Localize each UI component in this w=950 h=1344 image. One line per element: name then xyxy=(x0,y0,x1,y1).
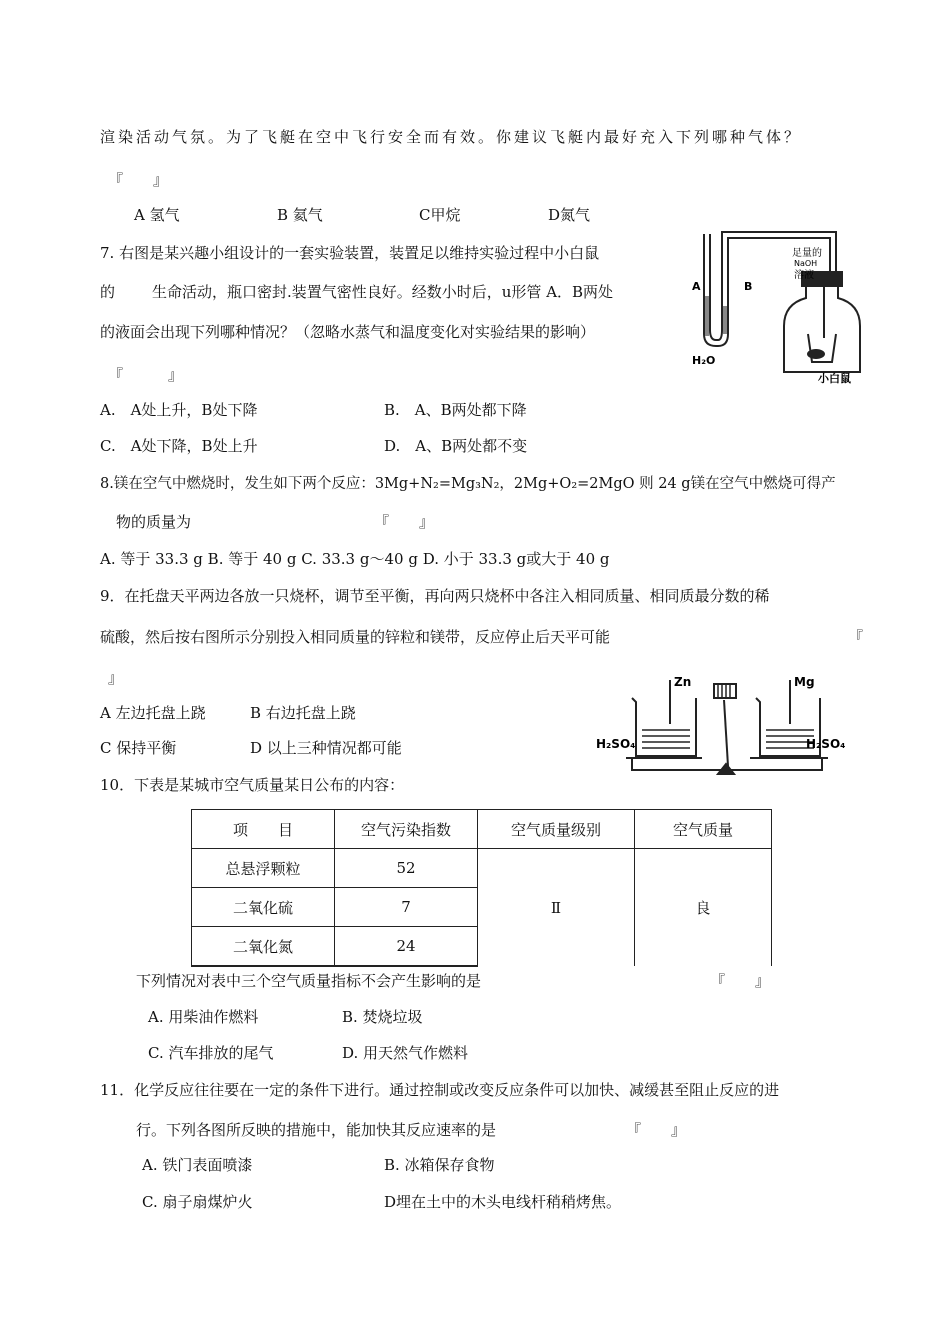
table-header-item: 项 目 xyxy=(192,810,335,849)
q6-option-b: B 氦气 xyxy=(277,206,323,224)
q10-line1: 10．下表是某城市空气质量某日公布的内容： xyxy=(100,776,405,794)
q11-option-c: C. 扇子扇煤炉火 xyxy=(142,1193,253,1211)
q6-line1: 渲染活动气氛。为了飞艇在空中飞行安全而有效。你建议飞艇内最好充入下列哪种气体？ xyxy=(100,128,803,146)
q7-line3: 的液面会出现下列哪种情况？（忽略水蒸气和温度变化对实验结果的影响） xyxy=(100,323,596,341)
table-header-quality: 空气质量 xyxy=(635,810,772,849)
q11-option-d: D埋在土中的木头电线杆稍稍烤焦。 xyxy=(384,1193,622,1211)
q9-option-b: B 右边托盘上跷 xyxy=(250,704,356,722)
q8-line2: 物的质量为 xyxy=(116,513,192,531)
q6-bracket: 『 』 xyxy=(108,171,169,189)
q6-option-d: D氮气 xyxy=(548,206,591,224)
q9-fig-label-zn: Zn xyxy=(674,675,692,689)
q11-option-a: A. 铁门表面喷漆 xyxy=(142,1156,253,1174)
q7-option-d: D. A、B两处都不变 xyxy=(384,437,528,455)
table-row xyxy=(192,849,772,888)
q7-option-b: B. A、B两处都下降 xyxy=(384,401,527,419)
q9-option-d: D 以上三种情况都可能 xyxy=(250,739,402,757)
q6-option-c: C甲烷 xyxy=(419,206,461,224)
q9-line1: 9．在托盘天平两边各放一只烧杯，调节至平衡，再向两只烧杯中各注入相同质量、相同质最分数的稀 xyxy=(100,587,770,605)
table-cell-item: 二氧化氮 xyxy=(192,927,335,967)
q7-apparatus-figure xyxy=(688,226,868,384)
q11-line1: 11．化学反应往往要在一定的条件下进行。通过控制或改变反应条件可以加快、减缓甚至阻止反应的进 xyxy=(100,1081,780,1099)
q11-option-b: B. 冰箱保存食物 xyxy=(384,1156,495,1174)
q9-bracket-open: 『 xyxy=(848,628,864,646)
q10-option-a: A. 用柴油作燃料 xyxy=(148,1008,259,1026)
q7-option-a: A. A处上升，B处下降 xyxy=(100,401,258,419)
q9-fig-label-acid-right: H₂SO₄ xyxy=(806,737,846,751)
q9-fig-label-acid-left: H₂SO₄ xyxy=(596,737,636,751)
q7-fig-naoh-line1: 足量的 xyxy=(792,248,822,259)
q7-option-c: C. A处下降，B处上升 xyxy=(100,437,258,455)
table-header-index: 空气污染指数 xyxy=(335,810,478,849)
q7-fig-naoh-line3: 溶液 xyxy=(794,270,814,281)
q8-options: A. 等于 33.3 g B. 等于 40 g C. 33.3 g～40 g D. 小于 33.3 g或大于 40 g xyxy=(100,550,610,568)
q7-line2-start: 的 xyxy=(100,283,116,301)
table-cell-index: 7 xyxy=(335,888,478,927)
q7-fig-naoh-line2: NaOH xyxy=(794,259,818,268)
table-cell-quality: 良 xyxy=(635,849,772,967)
q9-option-c: C 保持平衡 xyxy=(100,739,177,757)
q6-option-a: A 氢气 xyxy=(134,206,180,224)
q7-line2: 生命活动，瓶口密封.装置气密性良好。经数小时后，u形管 A．B两处 xyxy=(152,283,614,301)
q7-fig-label-a: A xyxy=(692,280,701,293)
q10-bracket: 『 』 xyxy=(710,972,771,990)
q9-balance-figure xyxy=(596,670,854,782)
q9-fig-label-mg: Mg xyxy=(794,675,815,689)
table-cell-index: 52 xyxy=(335,849,478,888)
air-quality-table xyxy=(191,809,772,967)
q7-fig-label-mouse: 小白鼠 xyxy=(818,372,851,384)
table-header-level: 空气质量级别 xyxy=(478,810,635,849)
q11-line2: 行。下列各图所反映的措施中，能加快其反应速率的是 xyxy=(136,1121,497,1139)
q7-line1: 7. 右图是某兴趣小组设计的一套实验装置，装置足以维持实验过程中小白鼠 xyxy=(100,244,600,262)
q9-line2: 硫酸，然后按右图所示分别投入相同质量的锌粒和镁带，反应停止后天平可能 xyxy=(100,628,611,646)
q10-option-b: B. 焚烧垃圾 xyxy=(342,1008,423,1026)
q11-bracket: 『 』 xyxy=(626,1121,687,1139)
q8-line1: 8.镁在空气中燃烧时，发生如下两个反应：3Mg+N₂=Mg₃N₂，2Mg+O₂=2MgO 则 24 g镁在空气中燃烧可得产 xyxy=(100,476,836,492)
table-cell-item: 二氧化硫 xyxy=(192,888,335,927)
q7-bracket: 『 』 xyxy=(108,366,184,384)
table-header-row xyxy=(192,810,772,849)
q9-option-a: A 左边托盘上跷 xyxy=(100,704,206,722)
q8-bracket: 『 』 xyxy=(374,513,435,531)
table-cell-index: 24 xyxy=(335,927,478,967)
q10-line2: 下列情况对表中三个空气质量指标不会产生影响的是 xyxy=(136,972,482,990)
q10-option-d: D. 用天然气作燃料 xyxy=(342,1044,469,1062)
q9-bracket-close: 』 xyxy=(108,669,124,687)
q7-fig-label-h2o: H₂O xyxy=(692,354,716,367)
table-cell-level: Ⅱ xyxy=(478,849,635,967)
q7-fig-label-b: B xyxy=(744,280,753,293)
q10-option-c: C. 汽车排放的尾气 xyxy=(148,1044,274,1062)
table-cell-item: 总悬浮颗粒 xyxy=(192,849,335,888)
